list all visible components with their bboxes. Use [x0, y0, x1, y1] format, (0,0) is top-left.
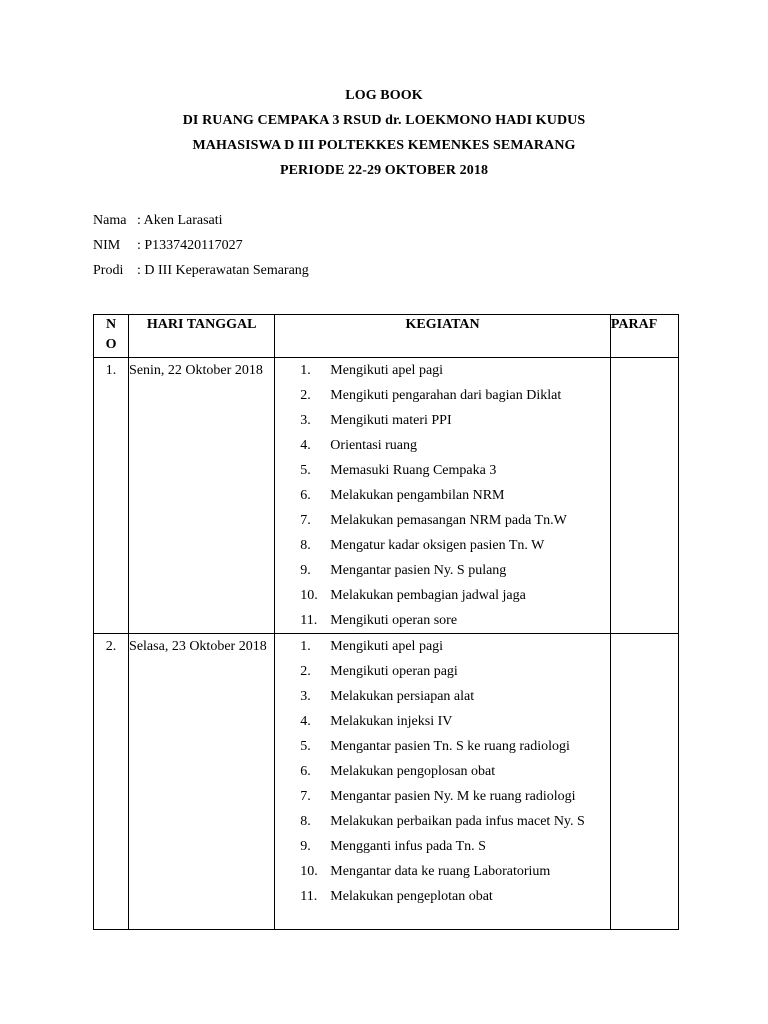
- item-text: Mengikuti materi PPI: [330, 413, 452, 428]
- list-item: [275, 859, 610, 884]
- item-number: 2.: [300, 664, 311, 679]
- table-row: [94, 358, 679, 634]
- item-number: 9.: [300, 839, 311, 854]
- header-date: HARI TANGGAL: [129, 315, 275, 358]
- item-text: Mengantar pasien Tn. S ke ruang radiologi: [330, 739, 570, 754]
- item-number: 6.: [300, 488, 311, 503]
- list-item: [275, 533, 610, 558]
- header-sign: PARAF: [610, 315, 678, 358]
- item-text: Melakukan perbaikan pada infus macet Ny. S: [330, 814, 585, 829]
- item-number: 4.: [300, 438, 311, 453]
- item-number: 2.: [300, 388, 311, 403]
- item-number: 9.: [300, 563, 311, 578]
- row-sign: [610, 358, 678, 634]
- prodi-value: : D III Keperawatan Semarang: [137, 263, 309, 278]
- item-text: Mengikuti pengarahan dari bagian Diklat: [330, 388, 562, 403]
- header-no-line1: N: [105, 317, 117, 332]
- list-item: [275, 834, 610, 859]
- table-row: [94, 634, 679, 930]
- item-number: 11.: [300, 889, 318, 904]
- item-number: 1.: [300, 363, 311, 378]
- row-number: 1.: [94, 358, 129, 634]
- item-text: Mengantar data ke ruang Laboratorium: [330, 864, 551, 879]
- nim-label: NIM: [93, 238, 121, 253]
- list-item: [275, 884, 610, 909]
- item-number: 7.: [300, 513, 311, 528]
- list-item: [275, 483, 610, 508]
- header-no: [94, 315, 129, 358]
- info-prodi: [93, 263, 309, 279]
- title-student-group: MAHASISWA D III POLTEKKES KEMENKES SEMARANG: [192, 138, 576, 153]
- item-text: Mengatur kadar oksigen pasien Tn. W: [330, 538, 545, 553]
- item-text: Melakukan pengambilan NRM: [330, 488, 505, 503]
- item-number: 7.: [300, 789, 311, 804]
- list-item: [275, 659, 610, 684]
- row-date: Senin, 22 Oktober 2018: [129, 358, 275, 634]
- header-no-line2: O: [105, 337, 117, 352]
- nama-label: Nama: [93, 213, 127, 228]
- info-nama: [93, 213, 223, 229]
- row-activities: [275, 358, 611, 634]
- list-item: [275, 583, 610, 608]
- item-text: Melakukan pemasangan NRM pada Tn.W: [330, 513, 567, 528]
- item-number: 5.: [300, 463, 311, 478]
- item-number: 8.: [300, 538, 311, 553]
- item-number: 3.: [300, 689, 311, 704]
- list-item: [275, 759, 610, 784]
- list-item: [275, 784, 610, 809]
- item-text: Mengikuti apel pagi: [330, 639, 444, 654]
- list-item: [275, 634, 610, 659]
- item-text: Melakukan pengoplosan obat: [330, 764, 496, 779]
- row-activities: [275, 634, 611, 930]
- item-number: 1.: [300, 639, 311, 654]
- list-item: [275, 709, 610, 734]
- item-text: Melakukan pembagian jadwal jaga: [330, 588, 526, 603]
- item-number: 3.: [300, 413, 311, 428]
- item-number: 11.: [300, 613, 318, 628]
- item-text: Orientasi ruang: [330, 438, 417, 453]
- list-item: [275, 358, 610, 383]
- row-number: 2.: [94, 634, 129, 930]
- item-text: Memasuki Ruang Cempaka 3: [330, 463, 497, 478]
- item-number: 5.: [300, 739, 311, 754]
- row-sign: [610, 634, 678, 930]
- list-item: [275, 608, 610, 633]
- item-number: 10.: [300, 588, 318, 603]
- list-item: [275, 809, 610, 834]
- row-date: Selasa, 23 Oktober 2018: [129, 634, 275, 930]
- title-location: DI RUANG CEMPAKA 3 RSUD dr. LOEKMONO HADI KUDUS: [182, 113, 586, 128]
- nim-value: : P1337420117027: [137, 238, 243, 253]
- item-text: Mengganti infus pada Tn. S: [330, 839, 486, 854]
- item-text: Melakukan pengeplotan obat: [330, 889, 493, 904]
- list-item: [275, 684, 610, 709]
- list-item: [275, 458, 610, 483]
- item-number: 8.: [300, 814, 311, 829]
- item-text: Mengikuti operan sore: [330, 613, 458, 628]
- list-item: [275, 558, 610, 583]
- list-item: [275, 408, 610, 433]
- prodi-label: Prodi: [93, 263, 124, 278]
- item-number: 4.: [300, 714, 311, 729]
- nama-value: : Aken Larasati: [137, 213, 223, 228]
- item-text: Melakukan injeksi IV: [330, 714, 453, 729]
- list-item: [275, 508, 610, 533]
- info-nim: [93, 238, 243, 254]
- item-text: Melakukan persiapan alat: [330, 689, 475, 704]
- log-table: [93, 314, 679, 930]
- list-item: [275, 734, 610, 759]
- item-text: Mengantar pasien Ny. M ke ruang radiologi: [330, 789, 576, 804]
- item-text: Mengikuti operan pagi: [330, 664, 458, 679]
- list-item: [275, 433, 610, 458]
- item-text: Mengikuti apel pagi: [330, 363, 444, 378]
- title-period: PERIODE 22-29 OKTOBER 2018: [279, 163, 489, 178]
- list-item: [275, 383, 610, 408]
- item-number: 10.: [300, 864, 318, 879]
- item-text: Mengantar pasien Ny. S pulang: [330, 563, 507, 578]
- header-activity: KEGIATAN: [275, 315, 611, 358]
- item-number: 6.: [300, 764, 311, 779]
- title-log-book: LOG BOOK: [345, 88, 423, 103]
- table-header-row: [94, 315, 679, 358]
